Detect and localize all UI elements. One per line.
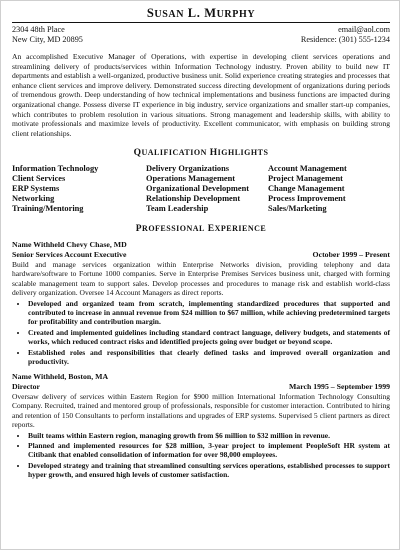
name-first-initial: S xyxy=(146,6,155,20)
name-middle: L. xyxy=(187,6,201,20)
highlight-item: Team Leadership xyxy=(146,204,209,214)
highlight-item: Process Improvement xyxy=(268,194,346,204)
highlight-item: Client Services xyxy=(12,174,66,184)
highlight-item: Account Management xyxy=(268,164,347,174)
highlight-item: Training/Mentoring xyxy=(12,204,84,214)
highlight-item: Operations Management xyxy=(146,174,236,184)
summary-paragraph: An accomplished Executive Manager of Operations, with expertise in developing client services operations and streamlining delivery of products/services within Information Technology industry. Proven ability to build new IT departments and establish a well-organized, productive business unit. Solid experience creating strategies and processes that enhance client services and improve delivery. Demonstrated success directing development of organizations during periods of tremendous growth. Deep understanding of how technical implementations and business functions are impacted during organizational change. Possess diverse IT experience in big industry, service organizations and smaller start-up companies, which contributes to problem resolution in various situations. Strong management and leadership skills, with ability to motivate professionals and maximize levels of productivity. Excellent communicator, with emphasis on building strong client relationships. xyxy=(12,52,390,138)
job-description: Oversaw delivery of services within Eastern Region for $900 million International Information Technology Consulting Company. Recruited, trained and mentored group of professionals, responsible for customer interaction. Contributed to hiring and retention of 150 Consultants to perform installations and upgrades of ERP systems. Supervised 5 client partners as direct reports. xyxy=(12,391,390,430)
job-company-row xyxy=(12,372,390,382)
job-title: Senior Services Account Executive xyxy=(12,249,127,259)
highlight-item: ERP Systems xyxy=(12,184,60,194)
job-description: Build and manage services organization within Enterprise Networks division, providing telephony and data hardware/software to Fortune 1000 companies. Serve in Enterprise Premises Services business unit, charged with forming scalable management team to support sales. Develop processes and procedures to manage risk and establish world-class delivery organization. Oversee 14 Account Managers as direct reports. xyxy=(12,259,390,298)
contact-block xyxy=(12,25,390,45)
achievement-bullet: • Established roles and responsibilities that clearly defined tasks and improved overall organization and productivity. xyxy=(28,348,390,367)
highlight-item: Sales/Marketing xyxy=(268,204,327,214)
job-company: Name Withheld Chevy Chase, MD xyxy=(12,240,127,250)
job-title-row xyxy=(12,382,390,392)
name-first-rest: USAN xyxy=(154,9,185,20)
experience-list xyxy=(12,240,390,479)
highlight-item: Change Management xyxy=(268,184,345,194)
job-dates: March 1995 – September 1999 xyxy=(288,381,390,391)
address-block xyxy=(12,25,83,45)
highlight-item: Relationship Development xyxy=(146,194,241,204)
name-last-rest: URPHY xyxy=(216,9,256,20)
highlight-item: Organizational Development xyxy=(146,184,250,194)
achievement-bullet: • Planned and implemented resources for $28 million, 3-year project to implement PeopleSoft HR system at Citibank that enabled consolidation of information for over 98,000 employees. xyxy=(28,441,390,460)
job-company: Name Withheld, Boston, MA xyxy=(12,372,109,382)
email-address: email@aol.com xyxy=(338,25,390,34)
achievement-bullet: • Developed and organized team from scratch, implementing standardized procedures that supported and contributed to increase in annual revenue from $24 million to $67 million, while achieving predetermined targets for profitability and contribution margin. xyxy=(28,299,390,327)
contact-details xyxy=(301,25,390,45)
highlight-item: Networking xyxy=(12,194,55,204)
residence-phone: Residence: (301) 555-1234 xyxy=(300,35,390,44)
job-title-row xyxy=(12,250,390,260)
job-title: Director xyxy=(12,381,40,391)
job-entry xyxy=(12,372,390,479)
highlight-item: Information Technology xyxy=(12,164,99,174)
address-line2: New City, MD 20895 xyxy=(12,35,83,44)
job-achievements xyxy=(12,431,390,480)
qualification-highlights-heading: QUALIFICATION HIGHLIGHTS xyxy=(133,148,269,159)
highlight-item: Delivery Organizations xyxy=(146,164,230,174)
job-company-row xyxy=(12,240,390,250)
name-last-initial: M xyxy=(204,6,217,20)
achievement-bullet: • Developed strategy and training that streamlined consulting services operations, established processes to support hyper growth, and ensured high levels of customer satisfaction. xyxy=(28,461,390,480)
achievement-bullet: • Built teams within Eastern region, managing growth from $6 million to $32 million in revenue. xyxy=(28,431,390,440)
highlight-item: Project Management xyxy=(268,174,343,184)
address-line1: 2304 48th Place xyxy=(12,25,65,34)
job-dates: October 1999 – Present xyxy=(312,249,390,259)
highlights-grid xyxy=(12,164,390,214)
professional-experience-heading: PROFESSIONAL EXPERIENCE xyxy=(135,224,267,235)
applicant-name xyxy=(12,5,390,21)
header-rule xyxy=(12,22,390,23)
job-achievements xyxy=(12,299,390,367)
job-entry xyxy=(12,240,390,366)
achievement-bullet: • Created and implemented guidelines including standard contract language, delivery budgets, and statements of works, which reduced contract risks and identified projects going over budget or beyond scope. xyxy=(28,328,390,347)
